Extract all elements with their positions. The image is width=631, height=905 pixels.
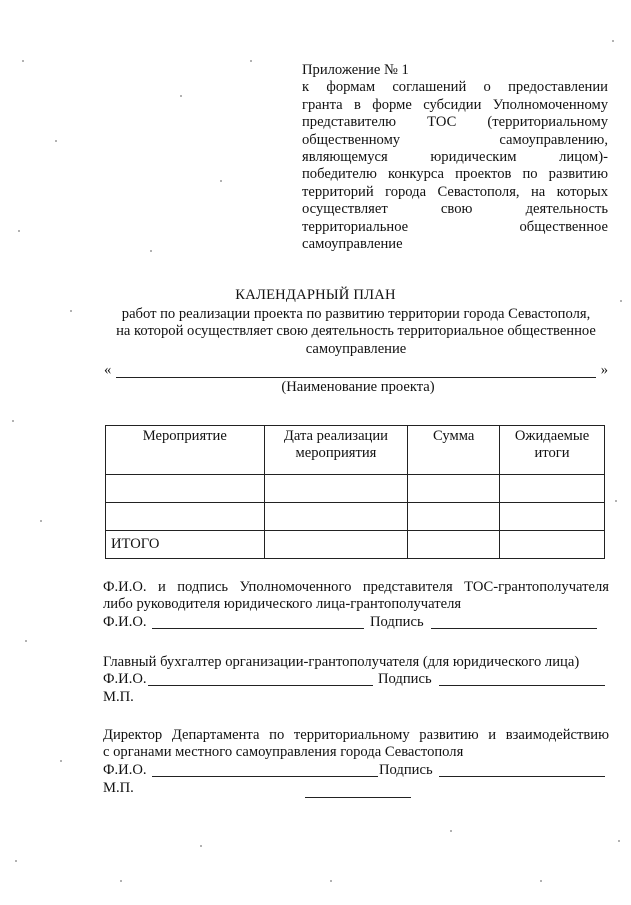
fio-underline[interactable] [148,685,373,686]
annex-line: территориальное общественное [302,218,608,235]
sign-underline[interactable] [439,776,605,777]
plan-subtitle-line: на которой осуществляет свою деятельность территориальное общественное [116,323,596,340]
open-quote: « [104,362,112,378]
sign-label: Подпись [378,671,432,688]
director-signature-block [103,727,609,797]
sign-underline[interactable] [431,628,597,629]
director-line-1: Директор Департамента по территориальному развитию и взаимодействию [103,727,609,743]
close-quote: » [600,362,608,378]
table-cell[interactable] [500,475,605,503]
fio-label: Ф.И.О. [103,613,147,630]
mp-label: М.П. [103,689,134,706]
plan-title: КАЛЕНДАРНЫЙ ПЛАН [235,287,396,303]
table-row [106,503,605,531]
table-cell[interactable] [264,531,408,559]
annex-body [302,79,608,253]
table-cell[interactable] [106,475,265,503]
fio-underline[interactable] [152,776,378,777]
project-name-field[interactable] [104,362,608,380]
header-date-text: Дата реализации мероприятия [283,428,388,462]
rep-fio-row [103,614,609,632]
mp-label: М.П. [103,779,134,796]
table-cell[interactable] [500,503,605,531]
accountant-line: Главный бухгалтер организации-грантополучателя (для юридического лица) [103,654,580,670]
annex-line: победителю конкурса проектов по развитию [302,166,608,183]
annex-line: общественному самоуправлению, [302,131,608,148]
table-total-row [106,531,605,559]
annex-line: гранта в форме субсидии Уполномоченному [302,96,608,113]
table-cell[interactable] [408,475,500,503]
sign-underline[interactable] [439,685,605,686]
annex-line: территорий города Севастополя, на которых [302,183,608,200]
accountant-fio-row [103,671,609,689]
fio-underline[interactable] [152,628,364,629]
table-cell[interactable] [264,503,408,531]
fio-label: Ф.И.О. [103,761,147,778]
rep-line-2: либо руководителя юридического лица-грантополучателя [103,596,462,613]
annex-line: осуществляет свою деятельность [302,201,608,218]
project-name-underline [116,377,596,378]
header-results-text: Ожидаемые итоги [514,428,590,462]
header-results [500,426,605,475]
header-date [264,426,408,475]
table-cell[interactable] [106,503,265,531]
sign-label: Подпись [370,613,424,630]
rep-line-1: Ф.И.О. и подпись Уполномоченного представителя ТОС-грантополучателя [103,579,609,595]
director-fio-row [103,762,609,780]
annex-line: к формам соглашений о предоставлении [302,79,608,96]
table-row [106,475,605,503]
project-name-caption: (Наименование проекта) [281,379,435,395]
annex-line: самоуправление [302,236,403,253]
total-label: ИТОГО [106,531,265,559]
header-activity: Мероприятие [106,426,265,475]
annex-title: Приложение № 1 [302,62,409,78]
annex-line: представителю ТОС (территориальному [302,114,608,131]
annex-line: являющемуся юридическим лицом)- [302,149,608,166]
table-header-row [106,426,605,475]
plan-subtitle [60,306,631,358]
accountant-signature-block [103,654,609,707]
decorative-underline [305,797,411,798]
plan-subtitle-line: самоуправление [305,340,407,357]
table-cell[interactable] [264,475,408,503]
representative-signature-block [103,579,609,632]
director-line-2: с органами местного самоуправления города Севастополя [103,744,464,761]
table-cell[interactable] [500,531,605,559]
table-cell[interactable] [408,531,500,559]
header-sum: Сумма [408,426,500,475]
sign-label: Подпись [379,761,433,778]
plan-subtitle-line: работ по реализации проекта по развитию территории города Севастополя, [121,306,591,322]
annex-block [302,62,608,253]
plan-table [105,425,605,559]
table-cell[interactable] [408,503,500,531]
fio-label: Ф.И.О. [103,671,147,688]
